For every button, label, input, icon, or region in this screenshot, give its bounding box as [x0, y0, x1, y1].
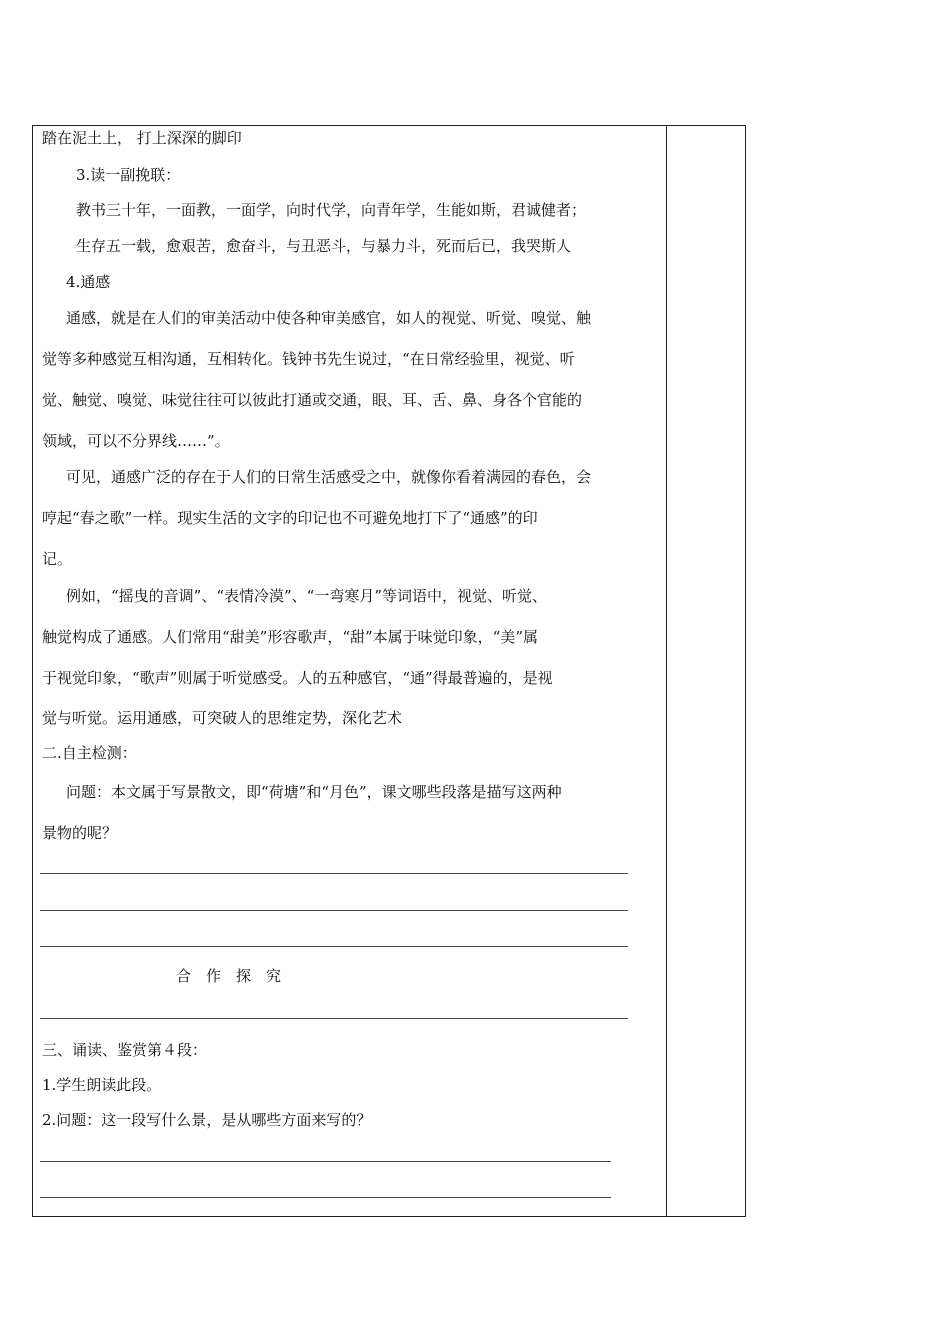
text-line: 通感，就是在人们的审美活动中使各种审美感官，如人的视觉、听觉、嗅觉、触 — [66, 309, 592, 327]
section-heading: 4.通感 — [66, 273, 111, 291]
text-line: 踏在泥土上， 打上深深的脚印 — [42, 129, 242, 147]
answer-line — [40, 946, 628, 947]
answer-line — [40, 1161, 611, 1162]
text-line: 领域，可以不分界线……”。 — [42, 432, 230, 450]
column-divider — [666, 126, 667, 1216]
couplet-line-2: 生存五一载，愈艰苦，愈奋斗，与丑恶斗，与暴力斗，死而后已，我哭斯人 — [76, 237, 572, 255]
text-line: 1.学生朗读此段。 — [42, 1076, 162, 1094]
text-line: 可见，通感广泛的存在于人们的日常生活感受之中，就像你看着满园的春色，会 — [66, 468, 592, 486]
answer-line — [40, 1197, 611, 1198]
section-title: 合 作 探 究 — [176, 967, 282, 985]
section-heading: 二.自主检测： — [42, 744, 137, 762]
text-line: 于视觉印象，“歌声”则属于听觉感受。人的五种感官，“通”得最普遍的，是视 — [42, 669, 553, 687]
question-line: 2.问题：这一段写什么景，是从哪些方面来写的？ — [42, 1111, 372, 1129]
divider-line — [40, 1018, 628, 1019]
text-line: 觉等多种感觉互相沟通，互相转化。钱钟书先生说过，“在日常经验里，视觉、听 — [42, 350, 575, 368]
couplet-line-1: 教书三十年，一面教，一面学，向时代学，向青年学，生能如斯，君诚健者； — [76, 201, 587, 219]
text-line: 觉与听觉。运用通感，可突破人的思维定势，深化艺术 — [42, 709, 403, 727]
section-heading: 三、诵读、鉴赏第４段： — [42, 1041, 208, 1059]
question-line: 问题：本文属于写景散文，即“荷塘”和“月色”，课文哪些段落是描写这两种 — [66, 783, 562, 801]
answer-line — [40, 873, 628, 874]
text-line: 哼起“春之歌”一样。现实生活的文字的印记也不可避免地打下了“通感”的印 — [42, 509, 538, 527]
text-line: 记。 — [42, 550, 73, 568]
text-line: 触觉构成了通感。人们常用“甜美”形容歌声，“甜”本属于味觉印象，“美”属 — [42, 628, 539, 646]
text-line: 例如，“摇曳的音调”、“表情冷漠”、“一弯寒月”等词语中，视觉、听觉、 — [66, 587, 548, 605]
section-heading: 3.读一副挽联： — [76, 166, 181, 184]
answer-line — [40, 910, 628, 911]
question-line: 景物的呢？ — [42, 824, 118, 842]
text-line: 觉、触觉、嗅觉、味觉往往可以彼此打通或交通，眼、耳、舌、鼻、身各个官能的 — [42, 391, 583, 409]
